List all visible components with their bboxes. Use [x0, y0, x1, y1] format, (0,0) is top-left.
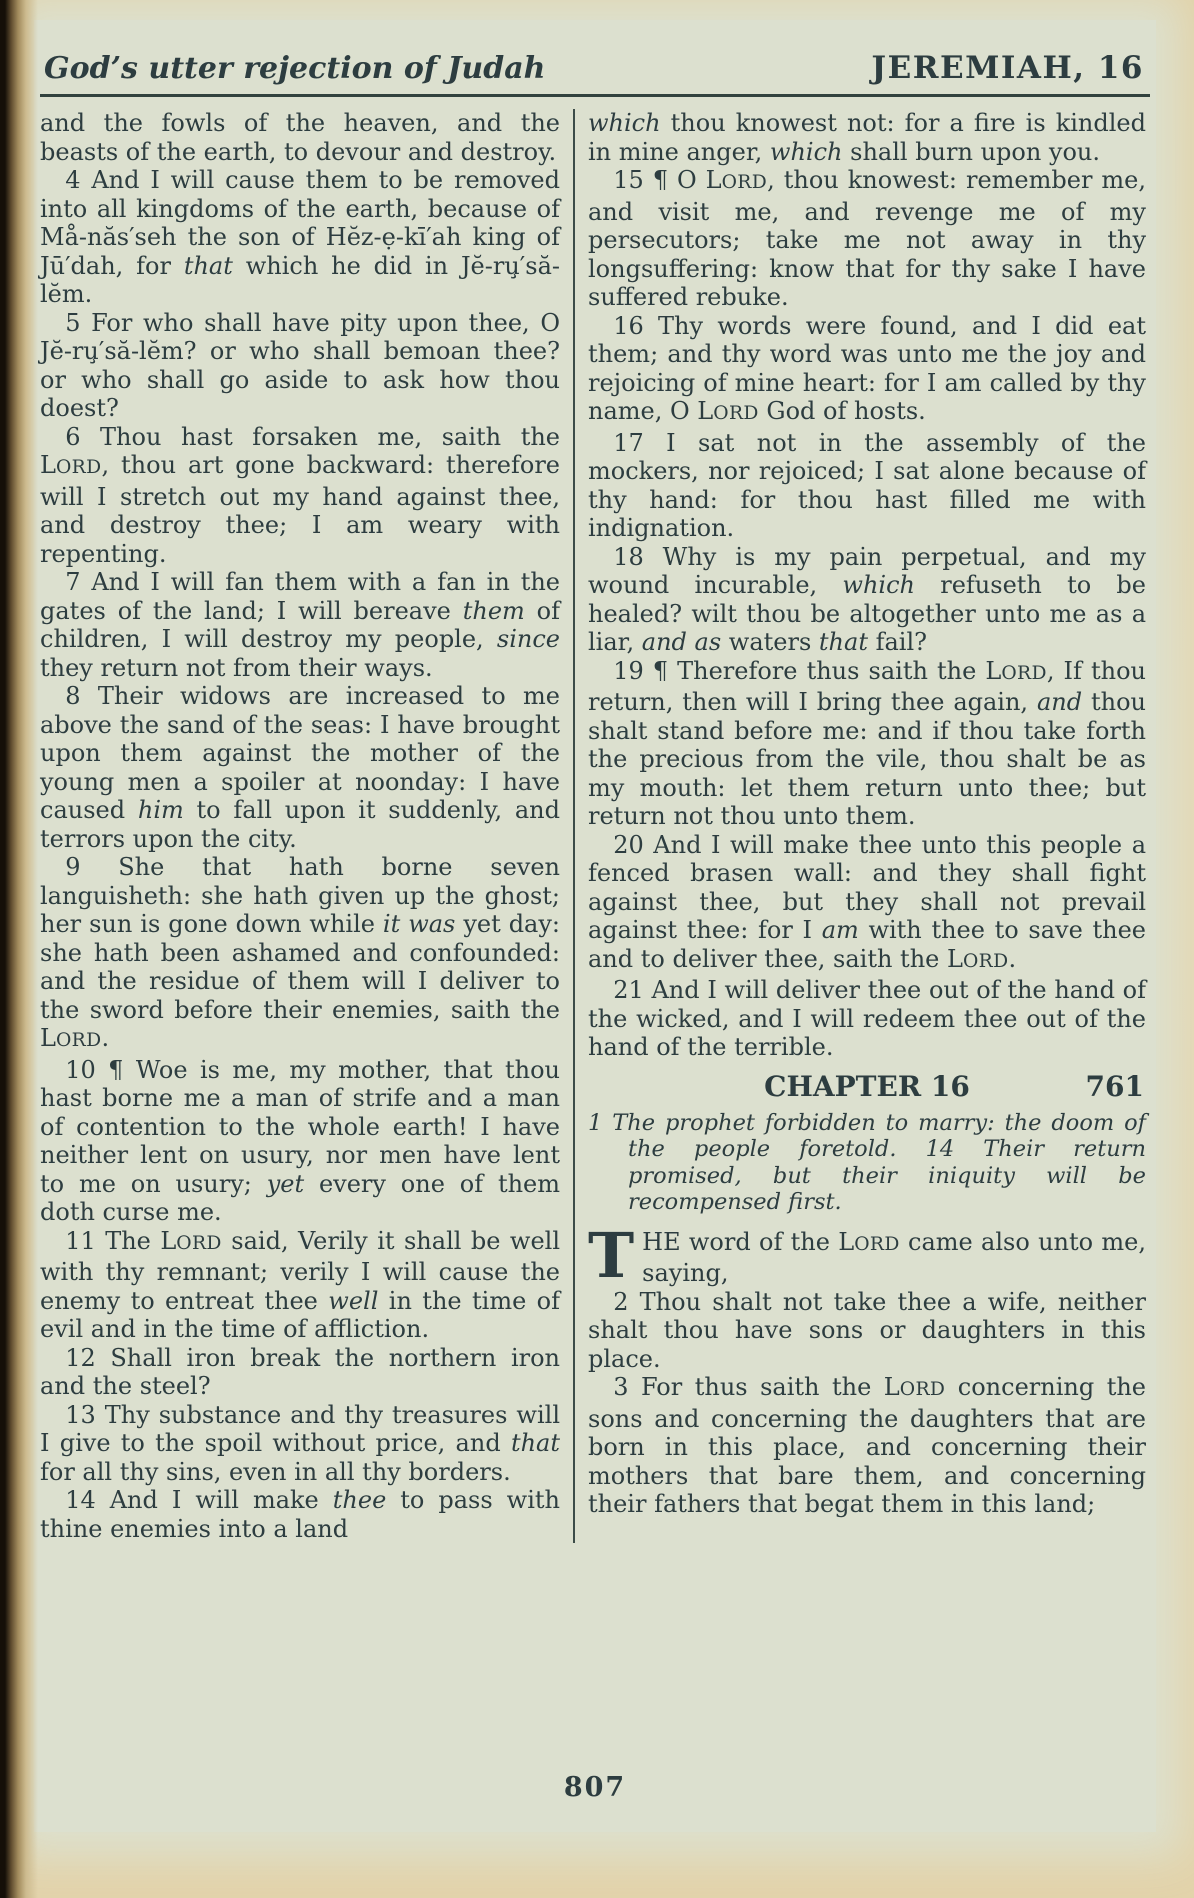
text-run: thou knowest not: for a fire is kindled in mine anger,	[588, 109, 1146, 166]
text-run: of children, I will destroy my people,	[40, 596, 560, 653]
verse-paragraph	[40, 1227, 560, 1344]
text-run: 11 The L	[65, 1226, 177, 1255]
continuation-paragraph	[40, 109, 560, 166]
text-run: 20 And I will make thee unto this people a fenced brasen wall: and they shall fight against thee, but they shall not prevail against thee: for I	[588, 830, 1146, 944]
text-run: well	[328, 1286, 379, 1315]
text-run: 15 ¶ O L	[613, 166, 722, 194]
text-run: 16 Thy words were found, and I did eat them; and thy word was unto me the joy and rejoicing of mine heart: for I am called by thy name, O L	[588, 311, 1146, 425]
verse-paragraph	[40, 1401, 560, 1487]
verse-paragraph	[40, 1344, 560, 1401]
text-run: , If thou return, then will I bring thee again,	[588, 656, 1147, 716]
text-run: 18 Why is my pain perpetual, and my wound incurable,	[588, 542, 1146, 599]
text-run: that	[183, 251, 233, 280]
verse-paragraph	[588, 657, 1146, 831]
text-run: 2 Thou shalt not take thee a wife, neither shalt thou have sons or daughters in this place.	[588, 1287, 1146, 1373]
text-run: ORD	[55, 1030, 102, 1051]
text-run: thee	[332, 1486, 387, 1514]
dropcap-initial: T	[588, 1218, 635, 1292]
text-run: 10 ¶ Woe is me, my mother, that thou hast borne me a man of strife and a man of contention to the whole earth! I have neither lent on usury, nor men have lent to me on usury;	[40, 1055, 560, 1198]
text-run: 12 Shall iron break the northern iron and the steel?	[40, 1343, 560, 1400]
chapter-heading	[588, 1070, 1146, 1104]
text-run: him	[137, 796, 184, 824]
text-run: which	[588, 109, 661, 137]
text-run: am	[821, 916, 859, 944]
verse-paragraph	[40, 309, 560, 423]
text-run: 3 For thus saith the L	[613, 1373, 900, 1401]
text-run: .	[1008, 944, 1017, 973]
text-run: since	[496, 625, 560, 653]
text-run: .	[101, 1024, 110, 1052]
text-run: which	[842, 571, 915, 599]
verse-paragraph	[588, 429, 1146, 543]
text-column-right	[588, 109, 1146, 1519]
text-run: ORD	[721, 172, 768, 193]
text-run: they return not from their ways.	[40, 653, 433, 682]
verse-paragraph	[40, 166, 560, 309]
text-run: in the time of evil and in the time of affliction.	[40, 1286, 560, 1343]
text-run: 14 And I will make	[65, 1486, 333, 1514]
text-run: that	[510, 1429, 560, 1457]
text-run: 7 And I will fan them with a fan in the gates of the land; I will bereave	[40, 568, 560, 625]
running-head	[40, 20, 1150, 90]
text-run: 8 Their widows are increased to me above the sand of the seas: I have brought upon them against the mother of the young men a spoiler at noonday: I have caused	[40, 682, 560, 824]
chapter-title: CHAPTER 16	[764, 1069, 970, 1103]
text-run: came also unto me, saying,	[642, 1227, 1146, 1287]
text-run: it was	[382, 910, 456, 938]
verse-paragraph	[588, 831, 1146, 977]
text-run: yet	[266, 1169, 305, 1198]
verse-paragraph	[588, 1288, 1146, 1374]
text-run: ORD	[55, 457, 102, 478]
column-divider	[573, 109, 575, 1543]
verse-paragraph	[588, 312, 1146, 429]
running-head-title: God’s utter rejection of Judah	[44, 51, 546, 86]
text-run: and the fowls of the heaven, and the beasts of the earth, to devour and destroy.	[40, 109, 560, 166]
text-run: to fall upon it suddenly, and terrors upon the city.	[40, 796, 561, 853]
text-run: ORD	[1001, 662, 1047, 684]
two-column-text-block	[40, 109, 1150, 1543]
text-run: 1 The prophet forbidden to marry: the doom of the people foretold. 14 Their return promised, but their iniquity will be recompensed first.	[588, 1109, 1146, 1215]
text-run: ORD	[899, 1379, 946, 1400]
text-run: which	[769, 137, 843, 166]
text-run: 4 And I will cause them to be removed into all kingdoms of the earth, because of Må-năs′seh the son of Hĕz-ẹ-kī′ah king of Jū′dah, for	[40, 166, 560, 280]
text-run: 19 ¶ Therefore thus saith the L	[613, 656, 1002, 685]
page-number: 807	[563, 1772, 627, 1803]
text-run: thou shalt stand before me: and if thou take forth the precious from the vile, thou shalt be as my mouth: let them return unto thee; but return not thou unto them.	[588, 688, 1146, 830]
text-run: HE word of the L	[642, 1227, 855, 1256]
text-run: that	[818, 628, 868, 656]
text-run: , thou art gone backward: therefore will I stretch out my hand against thee, and destroy thee; I am weary with repenting.	[40, 451, 560, 568]
verse-paragraph	[588, 166, 1146, 312]
text-run: , thou knowest: remember me, and visit me, and revenge me of my persecutors; take me not away in thy longsuffering: know that for thy sake I have suffered rebuke.	[588, 166, 1147, 311]
text-run: 9 She that hath borne seven languisheth: she hath given up the ghost; her sun is gone down while	[40, 853, 560, 938]
text-run: 17 I sat not in the assembly of the mockers, nor rejoiced; I sat alone because of thy hand: for thou hast filled me with indignation.	[588, 428, 1146, 542]
verse-paragraph	[40, 853, 560, 1056]
text-run: which he did in Jĕ-ru̧′să-lĕm.	[40, 251, 560, 308]
text-run: waters	[721, 628, 819, 656]
running-head-book-chapter: JEREMIAH, 16	[871, 50, 1144, 86]
bible-page	[34, 20, 1156, 1832]
text-run: every one of them doth curse me.	[40, 1169, 560, 1226]
text-run: said, Verily it shall be well with thy remnant; verily I will cause the enemy to entreat thee	[40, 1226, 561, 1315]
verse-paragraph	[588, 1373, 1146, 1519]
verse-paragraph	[40, 423, 560, 569]
text-run: shall burn upon you.	[842, 137, 1101, 166]
text-run: to pass with thine enemies into a land	[40, 1486, 561, 1543]
text-run: fail?	[867, 628, 928, 656]
text-run: ORD	[176, 1232, 222, 1254]
header-rule	[40, 94, 1150, 97]
text-run: God of hosts.	[758, 397, 926, 425]
text-run: yet day: she hath been ashamed and confounded: and the residue of them will I deliver to the sword before their enemies, saith the L	[40, 910, 561, 1052]
text-run: concerning the sons and concerning the daughters that are born in this place, and concerning their mothers that bare them, and concerning their fathers that begat them in this land;	[588, 1373, 1146, 1518]
chapter-section-number: 761	[1085, 1069, 1144, 1103]
text-run: them	[462, 596, 525, 625]
text-run: ORD	[962, 950, 1009, 972]
verse-paragraph	[40, 1056, 560, 1227]
verse-paragraph	[588, 543, 1146, 657]
chapter-summary	[588, 1110, 1146, 1216]
verse-paragraph	[588, 976, 1146, 1062]
text-run: for all thy sins, even in all thy borders.	[40, 1457, 511, 1486]
text-run: ORD	[854, 1233, 900, 1255]
text-run: and	[1036, 688, 1083, 716]
text-run: refuseth to be healed? wilt thou be altogether unto me as a liar,	[588, 571, 1146, 656]
text-run: and as	[641, 628, 722, 656]
dropcap-paragraph	[588, 1218, 1146, 1292]
text-run: ORD	[713, 403, 759, 424]
continuation-paragraph	[588, 109, 1146, 166]
verse-paragraph	[40, 568, 560, 682]
book-gutter-shadow	[0, 0, 38, 1898]
text-column-left	[40, 109, 560, 1543]
text-run: 5 For who shall have pity upon thee, O Jĕ-ru̧′să-lĕm? or who shall bemoan thee? or who shall go aside to ask how thou doest?	[40, 308, 560, 422]
verse-paragraph	[40, 1486, 560, 1543]
text-run: with thee to save thee and to deliver thee, saith the L	[588, 916, 1146, 973]
text-run: 6 Thou hast forsaken me, saith the L	[40, 422, 560, 479]
text-run: 21 And I will deliver thee out of the hand of the wicked, and I will redeem thee out of the hand of the terrible.	[588, 976, 1146, 1061]
verse-paragraph	[40, 682, 560, 853]
text-run: 13 Thy substance and thy treasures will I give to the spoil without price, and	[40, 1400, 560, 1457]
